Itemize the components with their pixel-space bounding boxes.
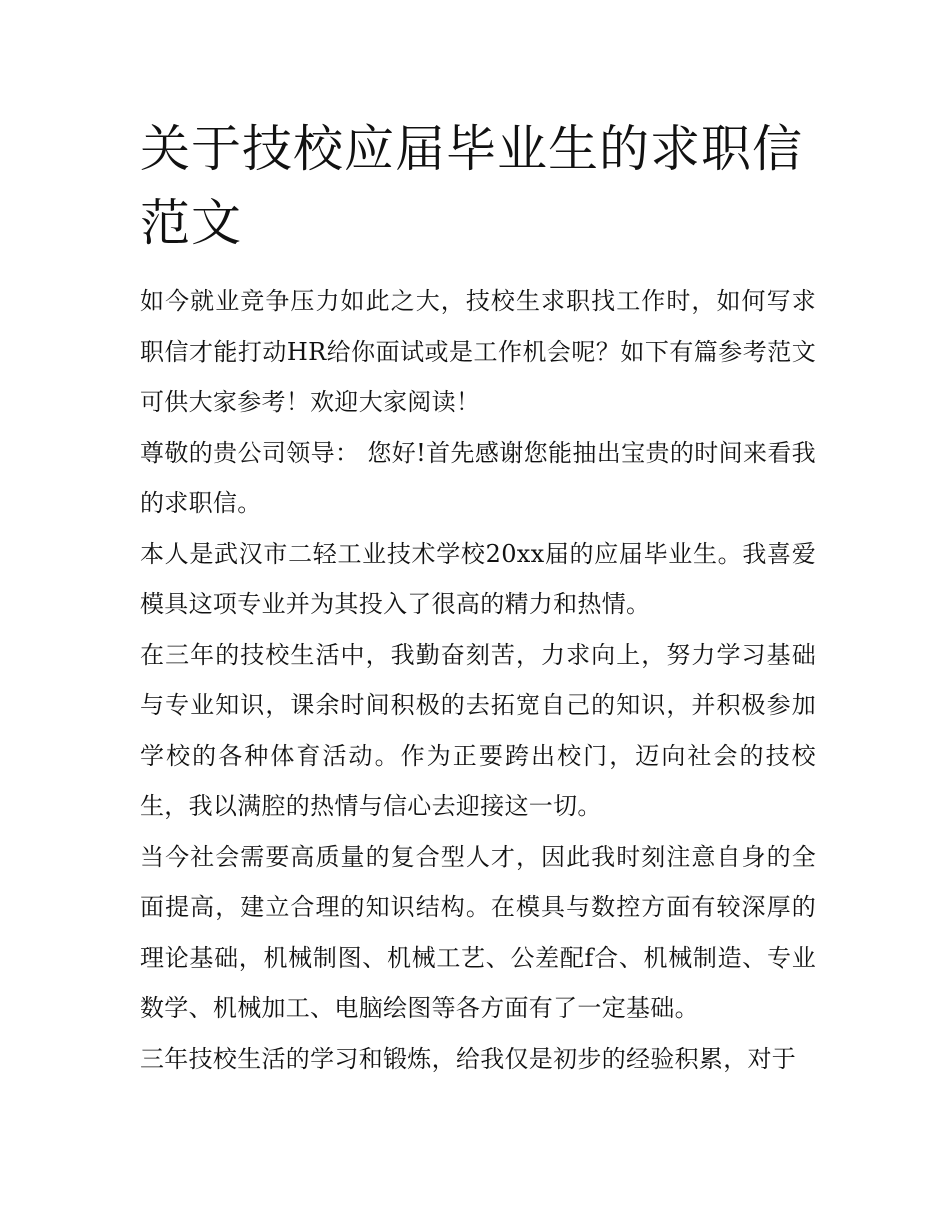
document-title: 关于技校应届毕业生的求职信范文 [140, 120, 803, 252]
document-body [140, 276, 816, 1084]
paragraph-experience: 三年技校生活的学习和锻炼，给我仅是初步的经验积累，对于 [140, 1044, 797, 1073]
paragraph-skills: 当今社会需要高质量的复合型人才，因此我时刻注意自身的全面提高，建立合理的知识结构。在模具与数控方面有较深厚的理论基础，机械制图、机械工艺、公差配f合、机械制造、专业数学、机械加工、电脑绘图等各方面有了一定基础。 [140, 842, 816, 1022]
paragraph-intro: 如今就业竞争压力如此之大，技校生求职找工作时，如何写求职信才能打动HR给你面试或是工作机会呢？如下有篇参考范文可供大家参考！欢迎大家阅读！ [140, 287, 816, 416]
paragraph-self-intro: 本人是武汉市二轻工业技术学校20xx届的应届毕业生。我喜爱模具这项专业并为其投入了很高的精力和热情。 [140, 539, 816, 618]
paragraph-greeting: 尊敬的贵公司领导： 您好!首先感谢您能抽出宝贵的时间来看我的求职信。 [140, 438, 816, 517]
paragraph-school-life: 在三年的技校生活中，我勤奋刻苦，力求向上，努力学习基础与专业知识，课余时间积极的去拓宽自己的知识，并积极参加学校的各种体育活动。作为正要跨出校门，迈向社会的技校生，我以满腔的热情与信心去迎接这一切。 [140, 640, 816, 820]
